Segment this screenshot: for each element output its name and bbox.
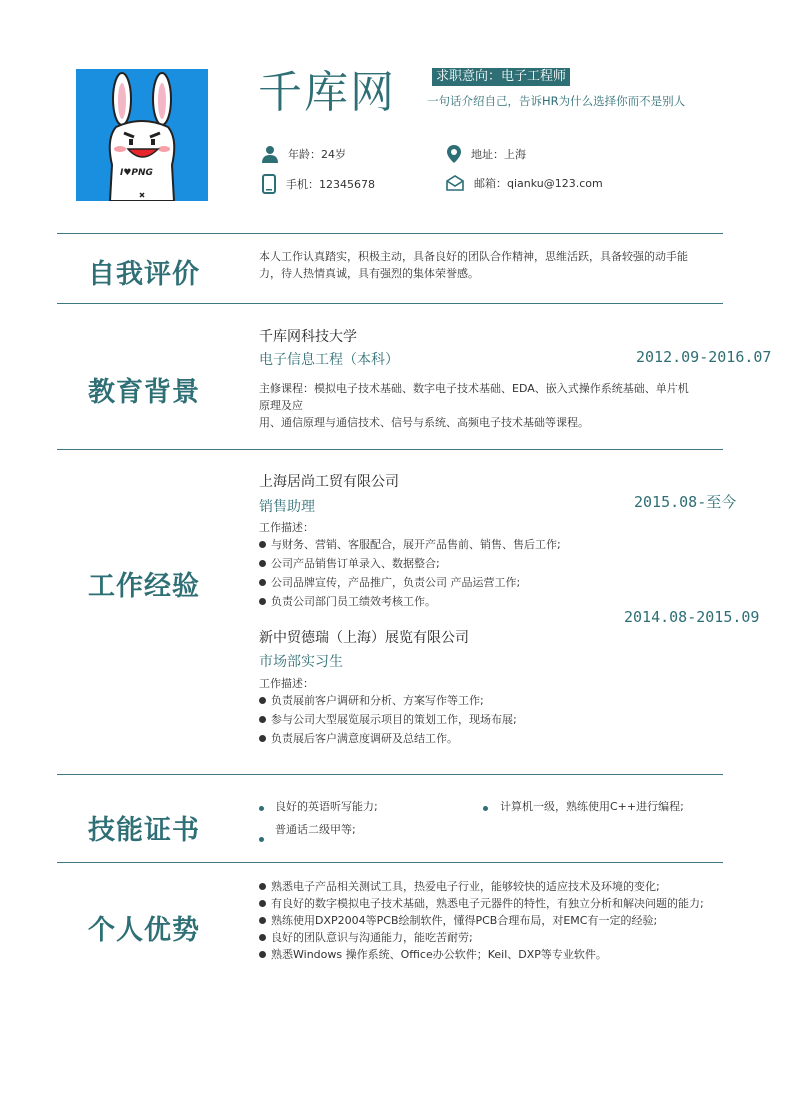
company-name: 上海居尚工贸有限公司 [259,474,399,490]
list-item: 负责展前客户调研和分析、方案写作等工作; [259,691,517,710]
job-desc-label: 工作描述： [259,677,314,690]
company-name: 新中贸德瑞（上海）展览有限公司 [259,630,469,646]
motto: 一句话介绍自己，告诉HR为什么选择你而不是别人 [427,94,686,108]
courses-text: 主修课程：模拟电子技术基础、数字电子技术基础、EDA、嵌入式操作系统基础、单片机 原理及应 用、通信原理与通信技术、信号与系统、高频电子技术基础等课程。 [259,382,689,429]
divider [57,449,723,450]
list-item: 熟练使用DXP2004等PCB绘制软件，懂得PCB合理布局，对EMC有一定的经验; [259,912,704,929]
skill-item: 计算机一级，熟练使用C++进行编程; [500,800,684,813]
age-text: 年龄：24岁 [288,148,346,161]
list-item: 参与公司大型展览展示项目的策划工作，现场布展; [259,710,517,729]
info-phone [262,174,375,194]
education-title: 教育背景 [88,377,200,408]
strengths-title: 个人优势 [88,915,200,946]
email-text: 邮箱：qianku@123.com [474,177,603,190]
skill-item: 良好的英语听写能力; [275,800,378,813]
job-role: 销售助理 [259,499,315,515]
candidate-name: 千库网 [258,67,396,118]
list-item: 与财务、营销、客服配合，展开产品售前、销售、售后工作; [259,535,561,554]
job-items [259,691,517,748]
phone-icon [262,174,276,194]
info-age [262,145,346,163]
bullet-dot [483,806,488,811]
address-text: 地址：上海 [471,148,526,161]
info-email [446,175,603,191]
job-period: 2015.08-至今 [634,493,737,511]
school-name: 千库网科技大学 [259,329,357,345]
bunny-mascot-icon [76,69,208,201]
bullet-dot [259,837,264,842]
location-pin-icon [447,145,461,163]
major: 电子信息工程（本科） [259,352,399,368]
job-period: 2014.08-2015.09 [624,608,760,626]
list-item: 负责公司部门员工绩效考核工作。 [259,592,561,611]
list-item: 熟悉电子产品相关测试工具，热爱电子行业，能够较快的适应技术及环境的变化; [259,878,704,895]
envelope-icon [446,175,464,191]
phone-text: 手机：12345678 [286,178,375,191]
skill-item: 普通话二级甲等; [275,823,356,836]
divider [57,774,723,775]
education-period: 2012.09-2016.07 [636,348,772,366]
work-title: 工作经验 [88,571,200,602]
avatar [76,69,208,201]
avatar-text: I♥PNG [120,168,153,178]
job-intent: 求职意向：电子工程师 [432,68,570,86]
skills-title: 技能证书 [88,815,200,846]
strength-items [259,878,704,963]
list-item: 负责展后客户满意度调研及总结工作。 [259,729,517,748]
list-item: 公司产品销售订单录入、数据整合; [259,554,561,573]
self-eval-title: 自我评价 [88,259,200,290]
divider [57,233,723,234]
list-item: 熟悉Windows 操作系统、Office办公软件；Keil、DXP等专业软件。 [259,946,704,963]
divider [57,303,723,304]
list-item: 有良好的数字模拟电子技术基础，熟悉电子元器件的特性，有独立分析和解决问题的能力; [259,895,704,912]
self-eval-text: 本人工作认真踏实，积极主动，具备良好的团队合作精神，思维活跃，具备较强的动手能 力，待人热情真诚，具有强烈的集体荣誉感。 [259,250,688,280]
divider [57,862,723,863]
job-items [259,535,561,611]
info-address [447,145,526,163]
list-item: 良好的团队意识与沟通能力，能吃苦耐劳; [259,929,704,946]
bullet-dot [259,806,264,811]
job-desc-label: 工作描述： [259,521,314,534]
job-role: 市场部实习生 [259,654,343,670]
person-icon [262,145,278,163]
list-item: 公司品牌宣传，产品推广，负责公司 产品运营工作; [259,573,561,592]
